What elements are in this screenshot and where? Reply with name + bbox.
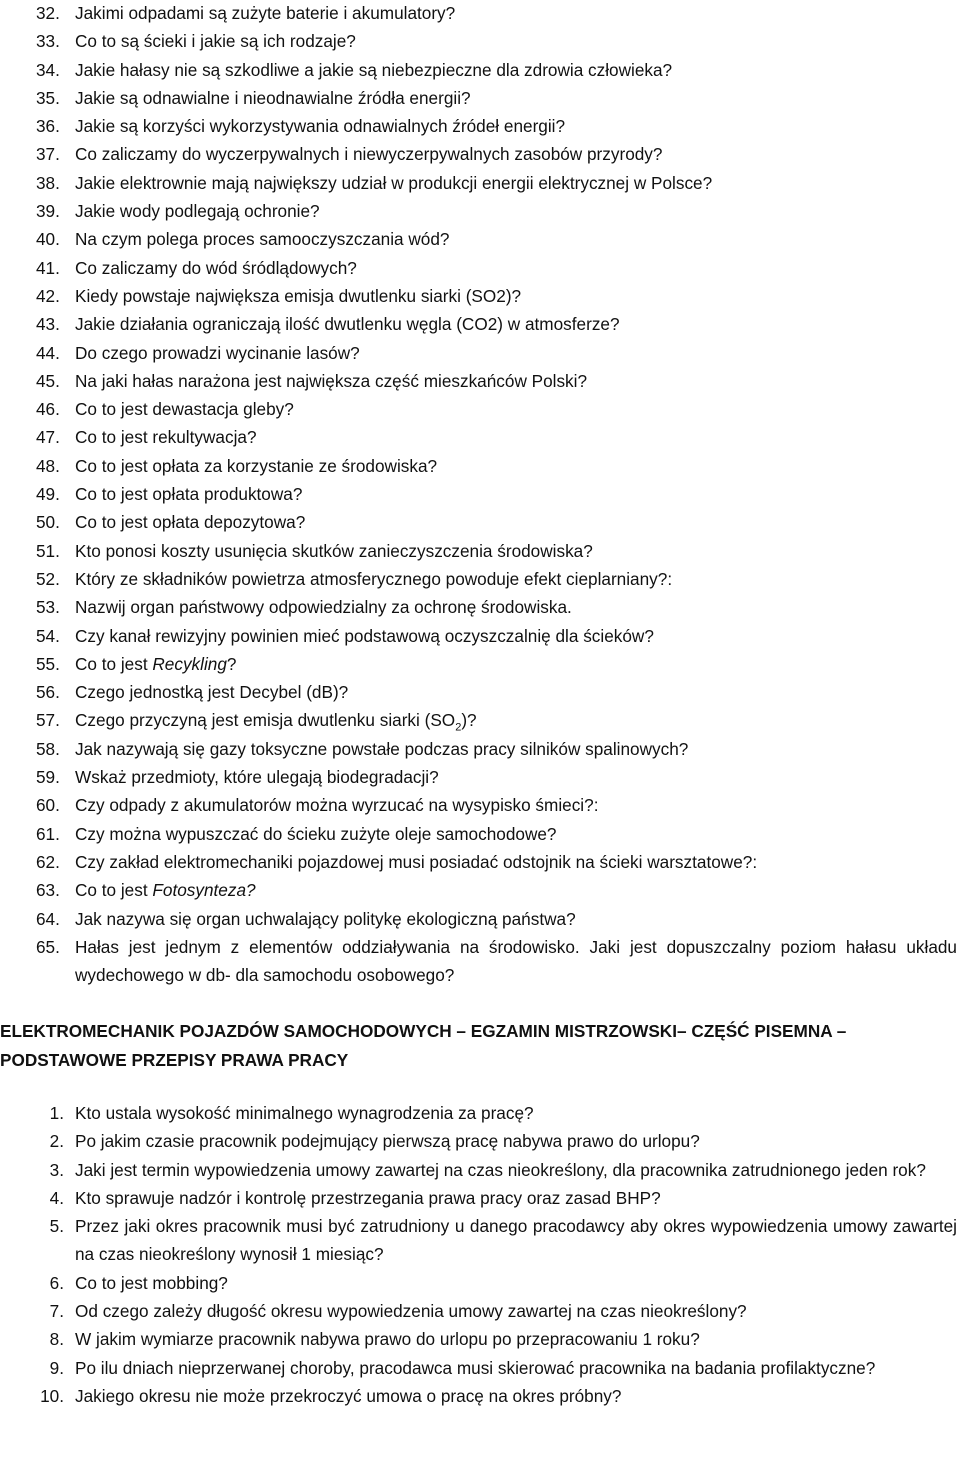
question-text: Co zaliczamy do wyczerpywalnych i niewyczerpywalnych zasobów przyrody?: [75, 144, 663, 165]
question-item: [0, 169, 960, 197]
question-text: Jaki jest termin wypowiedzenia umowy zawartej na czas nieokreślony, dla pracownika zatrudnionego jeden rok?: [75, 1159, 926, 1180]
question-text: Czy odpady z akumulatorów można wyrzucać na wysypisko śmieci?:: [75, 795, 599, 816]
question-number: 6.: [49, 1272, 64, 1293]
question-text: Czy zakład elektromechaniki pojazdowej musi posiadać odstojnik na ścieki warsztatowe?:: [75, 851, 758, 872]
question-text: Do czego prowadzi wycinanie lasów?: [75, 342, 360, 363]
question-item: [0, 112, 960, 140]
question-text: Kto sprawuje nadzór i kontrolę przestrzegania prawa pracy oraz zasad BHP?: [75, 1187, 661, 1208]
question-text-part: Co to jest: [75, 880, 153, 901]
question-item: [0, 735, 960, 763]
question-number: 53.: [36, 597, 60, 618]
question-text: Od czego zależy długość okresu wypowiedzenia umowy zawartej na czas nieokreślony?: [75, 1301, 747, 1322]
question-item: [0, 0, 960, 27]
question-number: 37.: [36, 144, 60, 165]
section-heading-line-2: PODSTAWOWE PRZEPISY PRAWA PRACY: [0, 1049, 349, 1070]
question-list-labour-law: [0, 1099, 960, 1410]
question-number: 9.: [49, 1357, 64, 1378]
question-item: [0, 480, 960, 508]
question-item: [0, 706, 960, 734]
question-number: 49.: [36, 484, 60, 505]
question-text: Wskaż przedmioty, które ulegają biodegradacji?: [75, 767, 439, 788]
question-number: 39.: [36, 201, 60, 222]
question-item: [0, 508, 960, 536]
question-number: 7.: [49, 1301, 64, 1322]
question-item: [0, 367, 960, 395]
question-text: Co to jest opłata za korzystanie ze środowiska?: [75, 455, 438, 476]
question-text: Nazwij organ państwowy odpowiedzialny za ochronę środowiska.: [75, 597, 572, 618]
question-number: 48.: [36, 455, 60, 476]
question-text: [0, 706, 960, 734]
question-text: Jakiego okresu nie może przekroczyć umowa o pracę na okres próbny?: [75, 1385, 622, 1406]
question-text: Co to jest opłata depozytowa?: [75, 512, 306, 533]
question-item: [0, 1269, 960, 1297]
section-heading: [0, 1017, 958, 1074]
question-number: 58.: [36, 738, 60, 759]
question-text-part: Czego przyczyną jest emisja dwutlenku siarki (SO: [75, 710, 456, 731]
question-text-part: )?: [461, 710, 477, 731]
question-number: 54.: [36, 625, 60, 646]
question-number: 32.: [36, 3, 60, 23]
question-item: [0, 254, 960, 282]
question-text: [0, 876, 960, 904]
question-item: [0, 339, 960, 367]
question-item: [0, 565, 960, 593]
question-number: 4.: [49, 1187, 64, 1208]
question-text: Kto ponosi koszty usunięcia skutków zanieczyszczenia środowiska?: [75, 540, 593, 561]
question-number: 50.: [36, 512, 60, 533]
question-text: Jakie hałasy nie są szkodliwe a jakie są niebezpieczne dla zdrowia człowieka?: [75, 59, 673, 80]
question-text: Na jaki hałas narażona jest największa część mieszkańców Polski?: [75, 370, 588, 391]
question-item: [0, 1127, 960, 1155]
question-text: Kto ustala wysokość minimalnego wynagrodzenia za pracę?: [75, 1103, 534, 1123]
question-number: 8.: [49, 1329, 64, 1350]
question-text-subscript: 2: [455, 721, 462, 734]
question-number: 45.: [36, 370, 60, 391]
question-text-part: Co to jest: [75, 653, 153, 674]
question-text: Co to są ścieki i jakie są ich rodzaje?: [75, 31, 356, 52]
question-number: 42.: [36, 285, 60, 306]
question-text: Czy można wypuszczać do ścieku zużyte oleje samochodowe?: [75, 823, 557, 844]
question-text: Jakie wody podlegają ochronie?: [75, 201, 320, 222]
question-text-italic: Fotosynteza?: [152, 880, 256, 901]
question-item: [0, 225, 960, 253]
question-number: 41.: [36, 257, 60, 278]
question-number: 60.: [36, 795, 60, 816]
question-item: [0, 140, 960, 168]
question-number: 57.: [36, 710, 60, 731]
question-number: 47.: [36, 427, 60, 448]
question-item: [0, 593, 960, 621]
question-item: [0, 1325, 960, 1353]
question-text: Po ilu dniach nieprzerwanej choroby, pracodawca musi skierować pracownika na badania profilaktyczne?: [75, 1357, 876, 1378]
question-item: [0, 650, 960, 678]
question-item: [0, 791, 960, 819]
question-item: [0, 27, 960, 55]
question-text: Jakie są korzyści wykorzystywania odnawialnych źródeł energii?: [75, 116, 566, 137]
question-number: 33.: [36, 31, 60, 52]
question-item: [0, 1156, 960, 1184]
question-item: [0, 876, 960, 904]
question-number: 2.: [49, 1131, 64, 1152]
question-number: 5.: [49, 1216, 64, 1237]
question-text: Który ze składników powietrza atmosferycznego powoduje efekt cieplarniany?:: [75, 568, 673, 589]
question-number: 44.: [36, 342, 60, 363]
question-text: Przez jaki okres pracownik musi być zatrudniony u danego pracodawcy aby okres wypowiedzenia umowy zawartej na czas nieokreślony wynosił 1 miesiąc?: [75, 1216, 957, 1265]
question-item: [0, 848, 960, 876]
question-item: [0, 622, 960, 650]
question-item: [0, 310, 960, 338]
question-text: Czego jednostką jest Decybel (dB)?: [75, 682, 349, 703]
question-text: Co to jest mobbing?: [75, 1272, 228, 1293]
question-text: Po jakim czasie pracownik podejmujący pierwszą pracę nabywa prawo do urlopu?: [75, 1131, 700, 1152]
question-item: [0, 282, 960, 310]
question-number: 43.: [36, 314, 60, 335]
question-item: [0, 423, 960, 451]
question-number: 56.: [36, 682, 60, 703]
question-text: Jakie działania ograniczają ilość dwutlenku węgla (CO2) w atmosferze?: [75, 314, 620, 335]
question-number: 46.: [36, 399, 60, 420]
question-number: 61.: [36, 823, 60, 844]
question-number: 51.: [36, 540, 60, 561]
question-text: Czy kanał rewizyjny powinien mieć podstawową oczyszczalnię dla ścieków?: [75, 625, 654, 646]
question-text: Jakie są odnawialne i nieodnawialne źródła energii?: [75, 87, 471, 108]
question-text-part: ?: [226, 653, 237, 674]
question-number: 10.: [40, 1385, 64, 1406]
question-item: [0, 1354, 960, 1382]
question-text: Hałas jest jednym z elementów oddziaływania na środowisko. Jaki jest dopuszczalny poziom hałasu układu wydechowego w db- dla samochodu osobowego?: [75, 936, 957, 986]
question-number: 36.: [36, 116, 60, 137]
question-item: [0, 1099, 960, 1127]
question-item: [0, 537, 960, 565]
question-number: 34.: [36, 59, 60, 80]
question-text: Jakimi odpadami są zużyte baterie i akumulatory?: [75, 3, 456, 23]
question-item: [0, 56, 960, 84]
question-item: [0, 395, 960, 423]
question-item: [0, 933, 960, 990]
question-number: 55.: [36, 653, 60, 674]
question-text: Jak nazywają się gazy toksyczne powstałe podczas pracy silników spalinowych?: [75, 738, 689, 759]
question-text: [0, 650, 960, 678]
question-item: [0, 820, 960, 848]
question-item: [0, 197, 960, 225]
question-item: [0, 1382, 960, 1410]
question-number: 63.: [36, 880, 60, 901]
question-number: 64.: [36, 908, 60, 929]
question-text: Na czym polega proces samooczyszczania wód?: [75, 229, 450, 250]
section-heading-line-1: ELEKTROMECHANIK POJAZDÓW SAMOCHODOWYCH – EGZAMIN MISTRZOWSKI– CZĘŚĆ PISEMNA –: [0, 1021, 847, 1041]
question-number: 38.: [36, 172, 60, 193]
question-number: 40.: [36, 229, 60, 250]
question-text: Co to jest rekultywacja?: [75, 427, 257, 448]
question-text: Co to jest opłata produktowa?: [75, 484, 303, 505]
question-text: Co zaliczamy do wód śródlądowych?: [75, 257, 357, 278]
question-number: 59.: [36, 767, 60, 788]
question-number: 35.: [36, 87, 60, 108]
question-text: Jakie elektrownie mają największy udział w produkcji energii elektrycznej w Polsce?: [75, 172, 713, 193]
question-number: 3.: [49, 1159, 64, 1180]
question-text: Co to jest dewastacja gleby?: [75, 399, 294, 420]
question-text: Jak nazywa się organ uchwalający politykę ekologiczną państwa?: [75, 908, 576, 929]
question-text: Kiedy powstaje największa emisja dwutlenku siarki (SO2)?: [75, 285, 522, 306]
question-item: [0, 905, 960, 933]
question-item: [0, 1184, 960, 1212]
question-item: [0, 763, 960, 791]
question-item: [0, 1297, 960, 1325]
question-text: W jakim wymiarze pracownik nabywa prawo do urlopu po przepracowaniu 1 roku?: [75, 1329, 700, 1350]
question-number: 62.: [36, 851, 60, 872]
question-number: 65.: [36, 936, 60, 957]
question-item: [0, 678, 960, 706]
question-number: 52.: [36, 568, 60, 589]
question-item: [0, 84, 960, 112]
question-number: 1.: [49, 1103, 64, 1123]
question-text-italic: Recykling: [152, 653, 227, 674]
question-item: [0, 452, 960, 480]
question-item: [0, 1212, 960, 1269]
